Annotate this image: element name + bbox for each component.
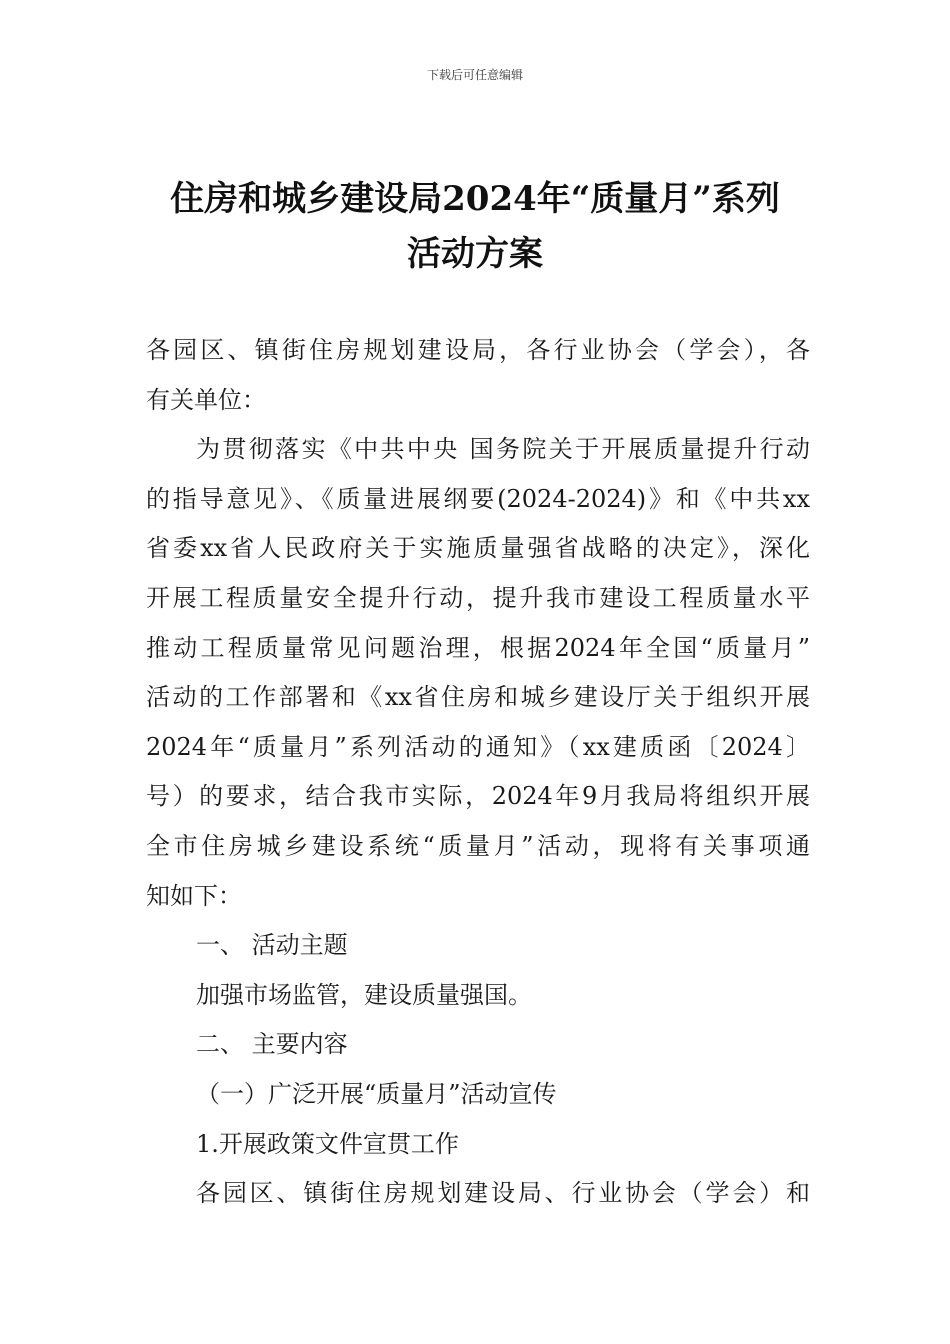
section-2-item-1: 1.开展政策文件宣贯工作 — [196, 1129, 459, 1158]
intro-line-7: 2024年“质量月”系列活动的通知》（xx建质函〔2024〕 — [146, 732, 810, 761]
intro-line-3: 省委xx省人民政府关于实施质量强省战略的决定》，深化 — [146, 534, 810, 563]
intro-line-4: 开展工程质量安全提升行动，提升我市建设工程质量水平 — [146, 583, 810, 612]
addressee-line-1: 各园区、镇街住房规划建设局，各行业协会（学会），各 — [146, 336, 810, 364]
intro-line-5: 推动工程质量常见问题治理，根据2024年全国“质量月” — [146, 633, 810, 662]
addressee-line-2: 有关单位： — [146, 385, 266, 414]
intro-line-6: 活动的工作部署和《xx省住房和城乡建设厅关于组织开展 — [146, 683, 810, 712]
title-line-2: 活动方案 — [407, 234, 543, 274]
intro-line-2: 的指导意见》、《质量进展纲要(2024-2024)》和《中共xx — [146, 484, 810, 513]
intro-line-10: 知如下： — [146, 881, 242, 910]
section-1-heading: 一、 活动主题 — [196, 931, 348, 960]
intro-line-1: 为贯彻落实《中共中央 国务院关于开展质量提升行动 — [196, 435, 810, 464]
intro-line-8: 号）的要求，结合我市实际，2024年9月我局将组织开展 — [146, 782, 810, 811]
document-body — [146, 326, 810, 1219]
document-title — [120, 172, 830, 282]
section-1-text: 加强市场监管，建设质量强国。 — [196, 980, 532, 1009]
title-line-1: 住房和城乡建设局2024年“质量月”系列 — [170, 179, 780, 219]
intro-line-9: 全市住房城乡建设系统“质量月”活动，现将有关事项通 — [146, 831, 810, 860]
section-2-heading: 二、 主要内容 — [196, 1030, 348, 1059]
section-2-item-1-text: 各园区、镇街住房规划建设局、行业协会（学会）和 — [196, 1179, 810, 1208]
section-2-subheading-1: （一）广泛开展“质量月”活动宣传 — [196, 1079, 557, 1108]
page-header-note: 下载后可任意编辑 — [426, 68, 523, 82]
